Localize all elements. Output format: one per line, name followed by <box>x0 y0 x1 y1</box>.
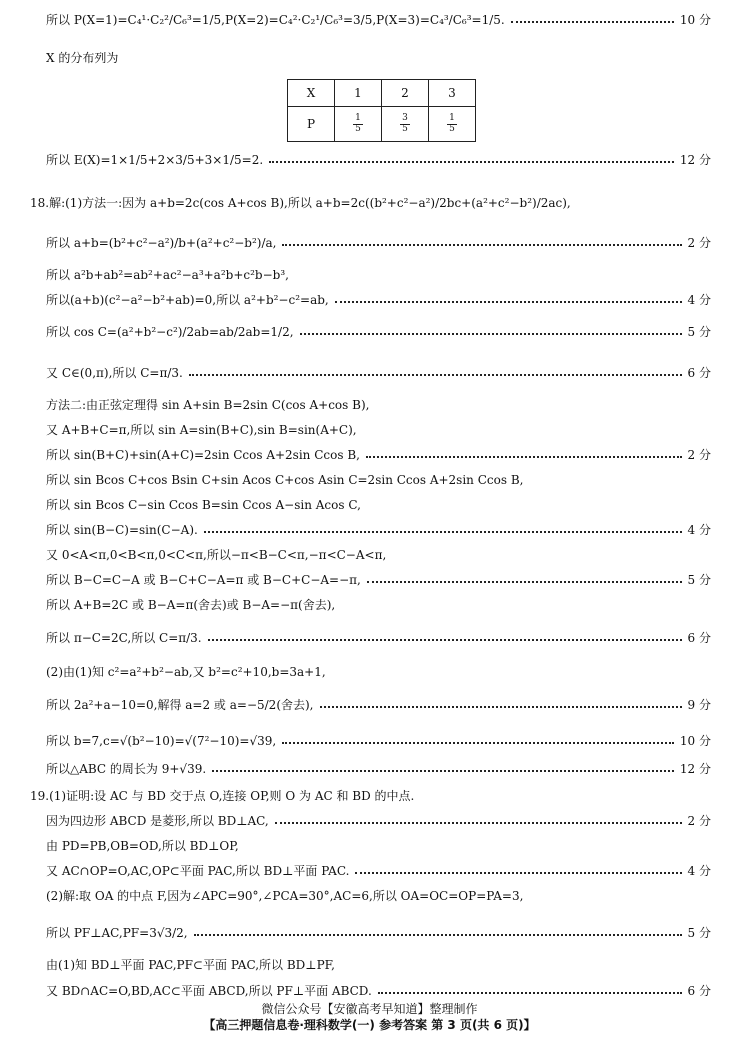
score-label: 4 分 <box>687 293 711 307</box>
dot-leader <box>189 374 682 376</box>
dot-leader <box>282 742 674 744</box>
solution-line: 因为四边形 ABCD 是菱形,所以 BD⊥AC, 2 分 <box>46 814 711 828</box>
score-label: 9 分 <box>687 698 711 712</box>
solution-line: 由(1)知 BD⊥平面 PAC,PF⊂平面 PAC,所以 BD⊥PF, <box>46 958 335 972</box>
score-label: 2 分 <box>687 814 711 828</box>
score-label: 10 分 <box>679 734 711 748</box>
solution-line: 所以 2a²+a−10=0,解得 a=2 或 a=−5/2(舍去), 9 分 <box>46 698 711 712</box>
solution-line: 所以△ABC 的周长为 9+√39. 12 分 <box>46 762 711 776</box>
score-label: 10 分 <box>679 13 711 27</box>
solution-line: 所以 A+B=2C 或 B−A=π(舍去)或 B−A=−π(舍去), <box>46 598 336 612</box>
distribution-table <box>287 79 476 142</box>
solution-line: 所以 sin(B−C)=sin(C−A). 4 分 <box>46 523 711 537</box>
solution-line: 所以 E(X)=1×1/5+2×3/5+3×1/5=2. 12 分 <box>46 153 711 167</box>
solution-line: 所以 a²b+ab²=ab²+ac²−a³+a²b+c²b−b³, <box>46 268 289 282</box>
table-header-x: X <box>288 80 335 107</box>
dot-leader <box>208 639 682 641</box>
solution-line: 又 BD∩AC=O,BD,AC⊂平面 ABCD,所以 PF⊥平面 ABCD. 6 分 <box>46 984 711 998</box>
table-header-p: P <box>288 107 335 142</box>
score-label: 5 分 <box>687 325 711 339</box>
table-cell: $\frac{1}{5}$ <box>335 107 382 142</box>
solution-line: 又 C∈(0,π),所以 C=π/3. 6 分 <box>46 366 711 380</box>
dot-leader <box>282 244 681 246</box>
dot-leader <box>269 161 674 163</box>
solution-line: 由 PD=PB,OB=OD,所以 BD⊥OP, <box>46 839 239 853</box>
score-label: 12 分 <box>679 153 711 167</box>
dot-leader <box>204 531 682 533</box>
score-label: 5 分 <box>687 573 711 587</box>
dot-leader <box>275 822 682 824</box>
solution-line: 又 A+B+C=π,所以 sin A=sin(B+C),sin B=sin(A+C), <box>46 423 357 437</box>
footer-page-info: 【高三押题信息卷·理科数学(一) 参考答案 第 3 页(共 6 页)】 <box>203 1018 536 1032</box>
score-label: 2 分 <box>687 236 711 250</box>
score-label: 4 分 <box>687 864 711 878</box>
solution-line: 又 0<A<π,0<B<π,0<C<π,所以−π<B−C<π,−π<C−A<π, <box>46 548 387 562</box>
solution-line: 方法二:由正弦定理得 sin A+sin B=2sin C(cos A+cos B), <box>46 398 370 412</box>
solution-line: 所以 a+b=(b²+c²−a²)/b+(a²+c²−b²)/a, 2 分 <box>46 236 711 250</box>
table-cell: 3 <box>429 80 476 107</box>
solution-line: 所以(a+b)(c²−a²−b²+ab)=0,所以 a²+b²−c²=ab, 4 分 <box>46 293 711 307</box>
dot-leader <box>366 456 682 458</box>
table-cell: 1 <box>335 80 382 107</box>
solution-line: 所以 sin Bcos C−sin Ccos B=sin Ccos A−sin Acos C, <box>46 498 361 512</box>
table-cell: $\frac{1}{5}$ <box>429 107 476 142</box>
solution-line: X 的分布列为 <box>46 51 119 65</box>
solution-line: 所以 b=7,c=√(b²−10)=√(7²−10)=√39, 10 分 <box>46 734 711 748</box>
dot-leader <box>335 301 682 303</box>
solution-line: 所以 sin(B+C)+sin(A+C)=2sin Ccos A+2sin Ccos B, 2 分 <box>46 448 711 462</box>
dot-leader <box>194 934 682 936</box>
dot-leader <box>355 872 681 874</box>
score-label: 2 分 <box>687 448 711 462</box>
problem-heading: 18.解:(1)方法一:因为 a+b=2c(cos A+cos B),所以 a+b=2c((b²+c²−a²)/2bc+(a²+c²−b²)/2ac), <box>30 196 571 210</box>
solution-line: (2)解:取 OA 的中点 F,因为∠APC=90°,∠PCA=30°,AC=6,所以 OA=OC=OP=PA=3, <box>46 889 524 903</box>
solution-line: 所以 sin Bcos C+cos Bsin C+sin Acos C+cos Asin C=2sin Ccos A+2sin Ccos B, <box>46 473 524 487</box>
score-label: 6 分 <box>687 984 711 998</box>
dot-leader <box>378 992 682 994</box>
solution-line: 所以 π−C=2C,所以 C=π/3. 6 分 <box>46 631 711 645</box>
solution-line: 又 AC∩OP=O,AC,OP⊂平面 PAC,所以 BD⊥平面 PAC. 4 分 <box>46 864 711 878</box>
dot-leader <box>212 770 674 772</box>
dot-leader <box>320 706 682 708</box>
score-label: 6 分 <box>687 631 711 645</box>
table-cell: $\frac{3}{5}$ <box>382 107 429 142</box>
solution-line: 所以 B−C=C−A 或 B−C+C−A=π 或 B−C+C−A=−π, 5 分 <box>46 573 711 587</box>
footer-wechat: 微信公众号【安徽高考早知道】整理制作 <box>261 1002 478 1016</box>
score-label: 6 分 <box>687 366 711 380</box>
table-cell: 2 <box>382 80 429 107</box>
dot-leader <box>300 333 682 335</box>
dot-leader <box>367 581 682 583</box>
solution-line: 所以 cos C=(a²+b²−c²)/2ab=ab/2ab=1/2, 5 分 <box>46 325 711 339</box>
solution-line: 所以 P(X=1)=C₄¹·C₂²/C₆³=1/5,P(X=2)=C₄²·C₂¹/C₆³=3/5,P(X=3)=C₄³/C₆³=1/5. 10 分 <box>46 13 711 27</box>
score-label: 12 分 <box>679 762 711 776</box>
dot-leader <box>511 21 674 23</box>
solution-line: 所以 PF⊥AC,PF=3√3/2, 5 分 <box>46 926 711 940</box>
score-label: 4 分 <box>687 523 711 537</box>
solution-line: (2)由(1)知 c²=a²+b²−ab,又 b²=c²+10,b=3a+1, <box>46 665 326 679</box>
score-label: 5 分 <box>687 926 711 940</box>
problem-heading: 19.(1)证明:设 AC 与 BD 交于点 O,连接 OP,则 O 为 AC 和 BD 的中点. <box>30 789 415 803</box>
